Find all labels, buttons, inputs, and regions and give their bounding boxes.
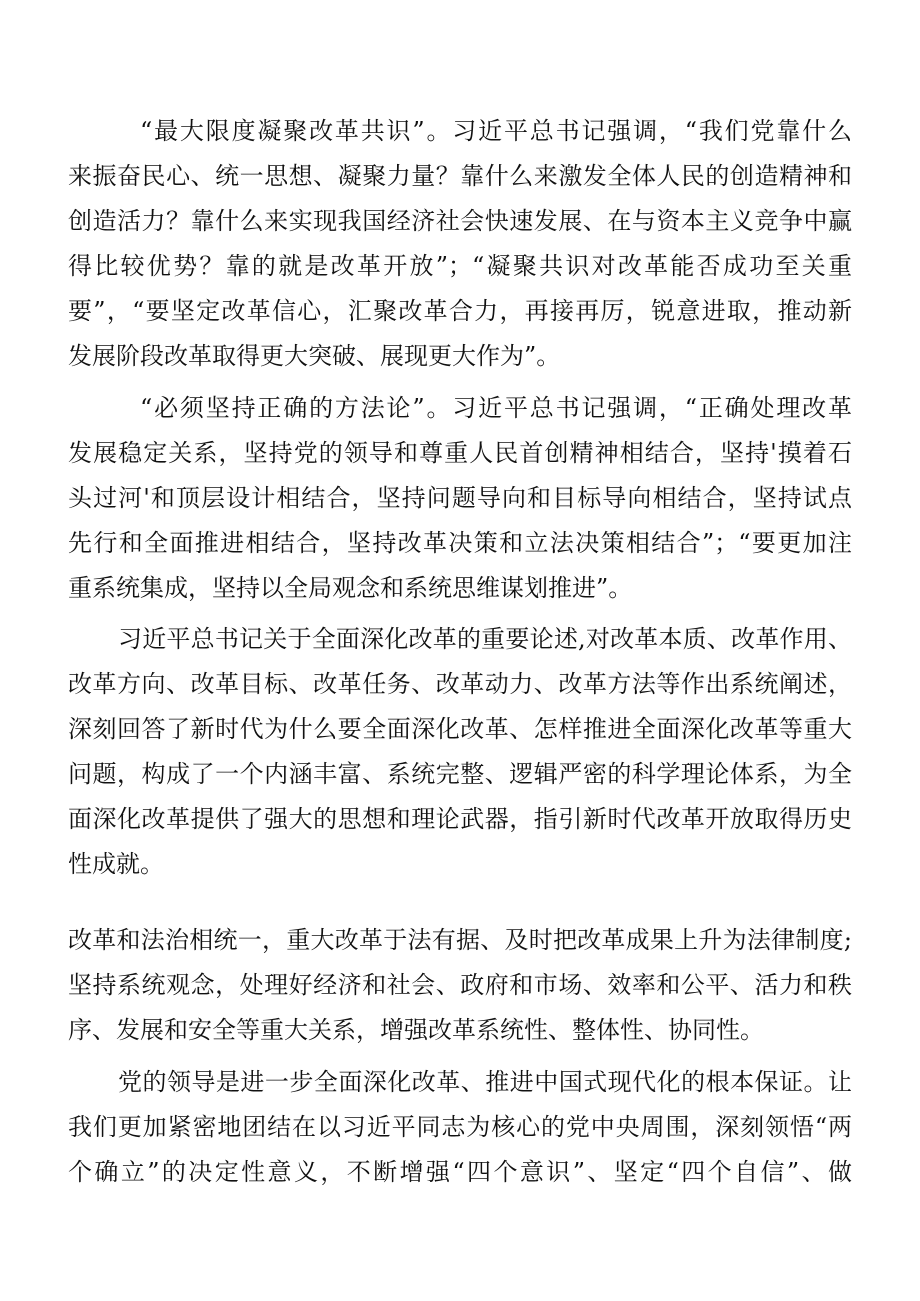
paragraph-methodology [68, 386, 852, 611]
paragraph-rule-of-law [68, 918, 852, 1053]
text-line: 个确立”的决定性意义，不断增强“四个意识”、坚定“四个自信”、做 [68, 1158, 852, 1186]
text-line: 头过河'和顶层设计相结合，坚持问题导向和目标导向相结合，坚持试点 [68, 484, 852, 512]
text-line: 我们更加紧密地团结在以习近平同志为核心的党中央周围，深刻领悟“两 [68, 1113, 852, 1141]
text-line: 党的领导是进一步全面深化改革、推进中国式现代化的根本保证。让 [118, 1068, 852, 1096]
text-line: 来振奋民心、统一思想、凝聚力量？靠什么来激发全体人民的创造精神和 [68, 162, 852, 190]
text-line: 先行和全面推进相结合，坚持改革决策和立法决策相结合”；“要更加注 [68, 529, 852, 557]
text-line: 发展稳定关系，坚持党的领导和尊重人民首创精神相结合，坚持'摸着石 [68, 439, 852, 467]
text-line: 发展阶段改革取得更大突破、展现更大作为”。 [68, 342, 561, 370]
text-line: 深刻回答了新时代为什么要全面深化改革、怎样推进全面深化改革等重大 [68, 715, 852, 743]
text-line: 要”，“要坚定改革信心，汇聚改革合力，再接再厉，锐意进取，推动新 [68, 297, 852, 325]
text-line: 创造活力？靠什么来实现我国经济社会快速发展、在与资本主义竞争中赢 [68, 207, 852, 235]
text-line: 性成就。 [68, 850, 164, 878]
text-line: 问题，构成了一个内涵丰富、系统完整、逻辑严密的科学理论体系，为全 [68, 760, 852, 788]
text-line: 重系统集成，坚持以全局观念和系统思维谋划推进”。 [68, 574, 633, 602]
paragraph-important-expositions [68, 617, 852, 887]
text-line: 改革和法治相统一，重大改革于法有据、及时把改革成果上升为法律制度; [68, 926, 852, 954]
text-line: 习近平总书记关于全面深化改革的重要论述,对改革本质、改革作用、 [118, 625, 852, 653]
paragraph-party-leadership [68, 1060, 852, 1195]
text-line: “最大限度凝聚改革共识”。习近平总书记强调，“我们党靠什么 [140, 117, 852, 145]
text-line: 面深化改革提供了强大的思想和理论武器，指引新时代改革开放取得历史 [68, 805, 852, 833]
text-line: 序、发展和安全等重大关系，增强改革系统性、整体性、协同性。 [68, 1016, 764, 1044]
text-line: “必须坚持正确的方法论”。习近平总书记强调，“正确处理改革 [140, 394, 852, 422]
paragraph-reform-consensus [68, 109, 852, 379]
text-line: 得比较优势？靠的就是改革开放”；“凝聚共识对改革能否成功至关重 [68, 252, 852, 280]
text-line: 改革方向、改革目标、改革任务、改革动力、改革方法等作出系统阐述， [68, 670, 852, 698]
text-line: 坚持系统观念，处理好经济和社会、政府和市场、效率和公平、活力和秩 [68, 971, 852, 999]
